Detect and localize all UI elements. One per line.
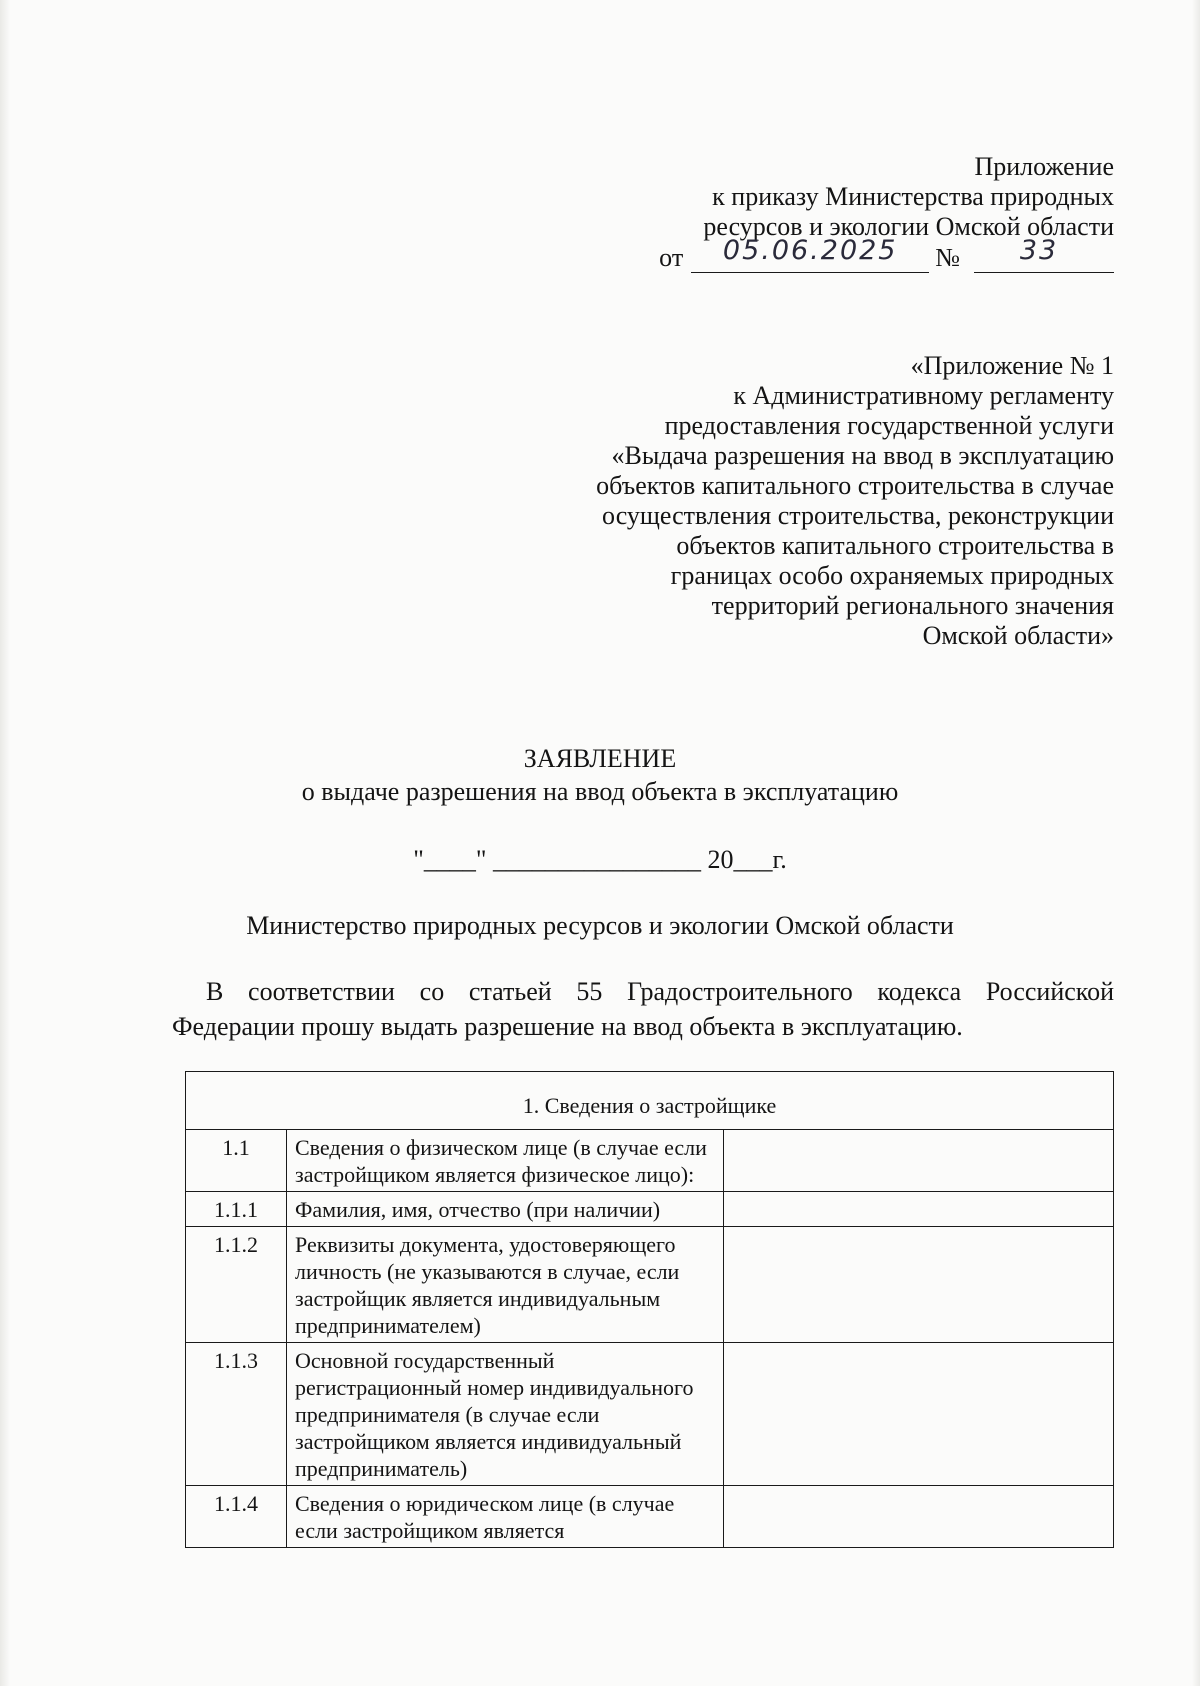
order-header: [659, 152, 1114, 273]
table-section-header: [186, 1072, 1114, 1130]
table-row: [186, 1192, 1114, 1227]
appendix-line: территорий регионального значения: [711, 591, 1114, 620]
appendix-line: объектов капитального строительства в: [676, 531, 1114, 560]
row-value-cell[interactable]: [724, 1130, 1114, 1192]
application-date-line: "____" ________________ 20___г.: [413, 845, 787, 874]
appendix-line: осуществления строительства, реконструкции: [602, 501, 1114, 530]
document-subtitle: о выдаче разрешения на ввод объекта в эксплуатацию: [301, 777, 899, 806]
order-number-field: [974, 235, 1114, 273]
row-number: 1.1.2: [186, 1227, 287, 1343]
scan-edge-right: [1192, 0, 1200, 1686]
row-value-cell[interactable]: [724, 1486, 1114, 1548]
section-title: 1. Сведения о застройщике: [186, 1072, 1114, 1130]
row-label: Сведения о физическом лице (в случае если застройщиком является физическое лицо):: [287, 1130, 724, 1192]
number-label: №: [935, 243, 960, 272]
order-date-value: 05.06.2025: [722, 235, 898, 266]
appendix-line: Омской области»: [922, 621, 1114, 650]
ministry-name: Министерство природных ресурсов и экологии Омской области: [246, 911, 954, 940]
order-number-value: 33: [1019, 235, 1059, 266]
order-date-number-line: [659, 235, 1114, 273]
appendix-line: к Административному регламенту: [733, 381, 1114, 410]
header-line-2: к приказу Министерства природных: [712, 182, 1114, 211]
appendix-header: [596, 351, 1114, 651]
table-row: [186, 1343, 1114, 1486]
row-value-cell[interactable]: [724, 1227, 1114, 1343]
appendix-line: «Приложение № 1: [910, 351, 1114, 380]
scan-edge-left: [0, 0, 10, 1686]
table-row: [186, 1227, 1114, 1343]
row-value-cell[interactable]: [724, 1192, 1114, 1227]
appendix-line: границах особо охраняемых природных: [670, 561, 1114, 590]
row-number: 1.1.3: [186, 1343, 287, 1486]
row-label: Реквизиты документа, удостоверяющего личность (не указываются в случае, если застройщик является индивидуальным предпринимателем): [287, 1227, 724, 1343]
row-number: 1.1.1: [186, 1192, 287, 1227]
appendix-line: «Выдача разрешения на ввод в эксплуатацию: [611, 441, 1114, 470]
appendix-line: объектов капитального строительства в случае: [596, 471, 1114, 500]
appendix-line: предоставления государственной услуги: [664, 411, 1114, 440]
row-label: Фамилия, имя, отчество (при наличии): [287, 1192, 724, 1227]
row-number: 1.1.4: [186, 1486, 287, 1548]
header-line-1: Приложение: [974, 152, 1114, 181]
row-number: 1.1: [186, 1130, 287, 1192]
row-label: Основной государственный регистрационный номер индивидуального предпринимателя (в случае если застройщиком является индивидуальный предприниматель): [287, 1343, 724, 1486]
from-label: от: [659, 243, 684, 272]
table-row: [186, 1130, 1114, 1192]
header-line-3: ресурсов и экологии Омской области: [703, 212, 1114, 241]
developer-info-table: [185, 1071, 1114, 1548]
request-paragraph: В соответствии со статьей 55 Градостроительного кодекса Российской Федерации прошу выдать разрешение на ввод объекта в эксплуатацию.: [172, 977, 1114, 1041]
document-title: ЗАЯВЛЕНИЕ: [523, 744, 677, 773]
order-date-field: [691, 235, 929, 273]
row-value-cell[interactable]: [724, 1343, 1114, 1486]
table-row: [186, 1486, 1114, 1548]
row-label: Сведения о юридическом лице (в случае если застройщиком является: [287, 1486, 724, 1548]
